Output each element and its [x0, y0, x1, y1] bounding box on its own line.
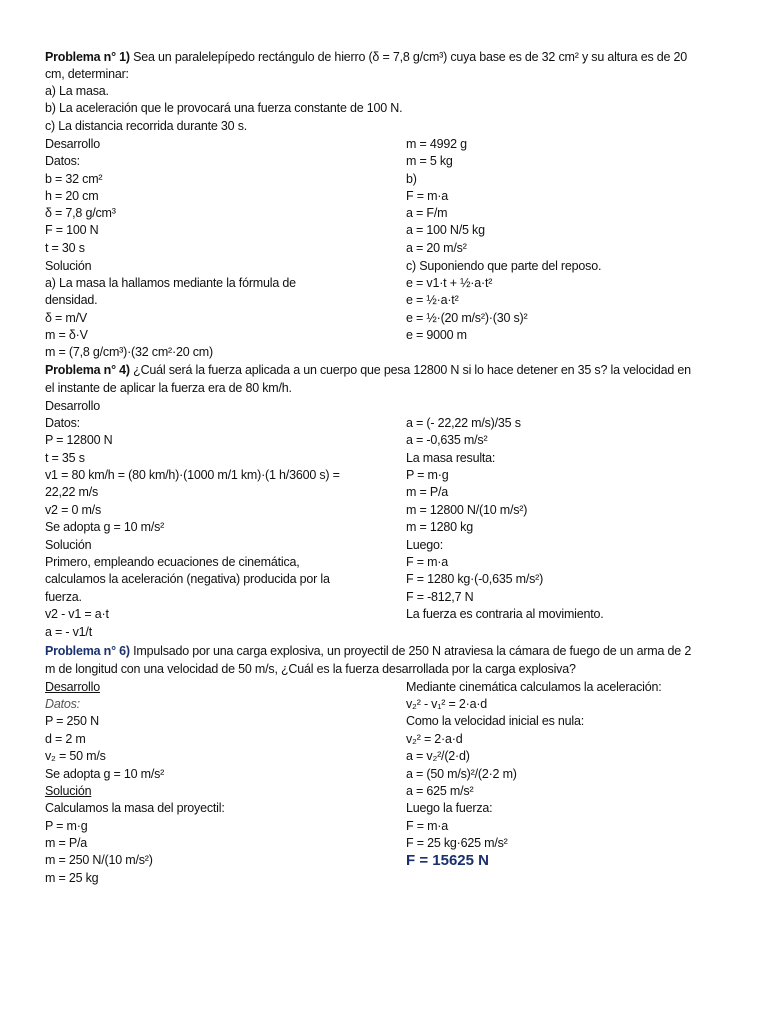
problem-4-right-line: m = 1280 kg: [406, 520, 473, 534]
problem-1-left-line: F = 100 N: [45, 223, 99, 237]
problem-1-left-line: δ = 7,8 g/cm³: [45, 206, 116, 220]
problem-4-left-line: P = 12800 N: [45, 433, 113, 447]
problem-4-title: Problema n° 4): [45, 363, 130, 377]
problem-4-left-line: fuerza.: [45, 590, 82, 604]
problem-4-right-line: P = m·g: [406, 468, 449, 482]
problem-4-right-line: Luego:: [406, 538, 444, 552]
problem-1-title: Problema n° 1): [45, 50, 130, 64]
problem-4-left-line: v1 = 80 km/h = (80 km/h)·(1000 m/1 km)·(1 h/3600 s) =: [45, 468, 340, 482]
problem-6-right-line: a = v₂²/(2·d): [406, 749, 470, 763]
problem-1-statement-line-4: b) La aceleración que le provocará una fuerza constante de 100 N.: [45, 101, 403, 115]
problem-4-left-line: v2 = 0 m/s: [45, 503, 102, 517]
problem-1-right-line: b): [406, 172, 417, 186]
problem-6-statement-line-1: Problema n° 6) Impulsado por una carga explosiva, un proyectil de 250 N atraviesa la cámara de fuego de un arma de 2: [45, 644, 692, 658]
problem-1-left-line: δ = m/V: [45, 311, 88, 325]
problem-1-right-line: e = ½·(20 m/s²)·(30 s)²: [406, 311, 528, 325]
problem-1-right-line: m = 5 kg: [406, 154, 453, 168]
problem-1-left-line: densidad.: [45, 293, 98, 307]
problem-1-right-line: e = v1·t + ½·a·t²: [406, 276, 493, 290]
problem-1-right-line: e = ½·a·t²: [406, 293, 459, 307]
problem-6-title: Problema n° 6): [45, 644, 130, 658]
problem-4-statement-line-2: el instante de aplicar la fuerza era de 80 km/h.: [45, 381, 292, 395]
problem-1-left-line: a) La masa la hallamos mediante la fórmula de: [45, 276, 296, 290]
problem-6-left-line: Solución: [45, 784, 92, 798]
problem-6-statement-line-2: m de longitud con una velocidad de 50 m/s, ¿Cuál es la fuerza desarrollada por la carga explosiva?: [45, 662, 576, 676]
problem-1-left-line: b = 32 cm²: [45, 172, 103, 186]
problem-6-left-line: d = 2 m: [45, 732, 86, 746]
problem-6-left-line: Se adopta g = 10 m/s²: [45, 767, 165, 781]
problem-4-left-line: calculamos la aceleración (negativa) producida por la: [45, 572, 330, 586]
problem-1-right-line: m = 4992 g: [406, 137, 467, 151]
problem-4-left-line: Desarrollo: [45, 399, 100, 413]
problem-4-left-line: Primero, empleando ecuaciones de cinemática,: [45, 555, 300, 569]
problem-4-left-line: a = - v1/t: [45, 625, 92, 639]
problem-4-right-line: F = -812,7 N: [406, 590, 474, 604]
problem-1-right-line: e = 9000 m: [406, 328, 467, 342]
problem-1-left-line: m = δ·V: [45, 328, 88, 342]
problem-6-left-line: m = 25 kg: [45, 871, 99, 885]
problem-6-left-line: Desarrollo: [45, 680, 100, 694]
problem-4-left-line: v2 - v1 = a·t: [45, 607, 109, 621]
problem-4-right-line: a = -0,635 m/s²: [406, 433, 488, 447]
problem-4-right-line: m = P/a: [406, 485, 449, 499]
problem-6-left-line: Calculamos la masa del proyectil:: [45, 801, 225, 815]
problem-4-right-line: La fuerza es contraria al movimiento.: [406, 607, 604, 621]
problem-1-right-line: c) Suponiendo que parte del reposo.: [406, 259, 602, 273]
problem-6-right-line: F = 25 kg·625 m/s²: [406, 836, 508, 850]
problem-1-statement-line-1: Problema n° 1) Sea un paralelepípedo rectángulo de hierro (δ = 7,8 g/cm³) cuya base es de 32 cm² y su altura es de 20: [45, 50, 688, 64]
problem-4-right-line: F = m·a: [406, 555, 449, 569]
problem-1-left-line: h = 20 cm: [45, 189, 99, 203]
problem-4-right-line: La masa resulta:: [406, 451, 496, 465]
problem-6-left-line: P = 250 N: [45, 714, 99, 728]
problem-4-left-line: Datos:: [45, 416, 80, 430]
problem-6-right-line: F = m·a: [406, 819, 449, 833]
problem-6-left-line: P = m·g: [45, 819, 88, 833]
problem-6-right-line: v₂² = 2·a·d: [406, 732, 463, 746]
problem-6-left-line: v₂ = 50 m/s: [45, 749, 106, 763]
problem-1-left-line: Desarrollo: [45, 137, 100, 151]
problem-1-statement-line-3: a) La masa.: [45, 84, 109, 98]
problem-4-right-line: a = (- 22,22 m/s)/35 s: [406, 416, 521, 430]
problem-1-right-line: a = 100 N/5 kg: [406, 223, 485, 237]
problem-4-right-line: m = 12800 N/(10 m/s²): [406, 503, 528, 517]
problem-6-right-line: Como la velocidad inicial es nula:: [406, 714, 585, 728]
problem-4-left-line: t = 35 s: [45, 451, 85, 465]
problem-4-left-line: 22,22 m/s: [45, 485, 99, 499]
problem-6-right-line: a = 625 m/s²: [406, 784, 474, 798]
problem-1-right-line: F = m·a: [406, 189, 449, 203]
problem-4-statement-line-1: Problema n° 4) ¿Cuál será la fuerza aplicada a un cuerpo que pesa 12800 N si lo hace detener en 35 s? la velocidad en: [45, 363, 691, 377]
problem-6-right-line: Mediante cinemática calculamos la aceleración:: [406, 680, 662, 694]
problem-1-statement-line-2: cm, determinar:: [45, 67, 129, 81]
problem-1-right-line: a = 20 m/s²: [406, 241, 467, 255]
problem-1-left-line: m = (7,8 g/cm³)·(32 cm²·20 cm): [45, 345, 213, 359]
problem-6-left-line: Datos:: [45, 697, 80, 711]
problem-1-right-line: a = F/m: [406, 206, 448, 220]
problem-6-right-line: v₂² - v₁² = 2·a·d: [406, 697, 488, 711]
problem-6-final-answer: F = 15625 N: [406, 852, 489, 869]
problem-6-left-line: m = 250 N/(10 m/s²): [45, 853, 153, 867]
problem-4-left-line: Solución: [45, 538, 92, 552]
problem-4-right-line: F = 1280 kg·(-0,635 m/s²): [406, 572, 544, 586]
problem-6-right-line: a = (50 m/s)²/(2·2 m): [406, 767, 517, 781]
problem-1-left-line: t = 30 s: [45, 241, 85, 255]
problem-6-left-line: m = P/a: [45, 836, 88, 850]
problem-1-left-line: Datos:: [45, 154, 80, 168]
problem-1-left-line: Solución: [45, 259, 92, 273]
problem-1-statement-line-5: c) La distancia recorrida durante 30 s.: [45, 119, 248, 133]
problem-6-right-line: Luego la fuerza:: [406, 801, 493, 815]
problem-4-left-line: Se adopta g = 10 m/s²: [45, 520, 165, 534]
